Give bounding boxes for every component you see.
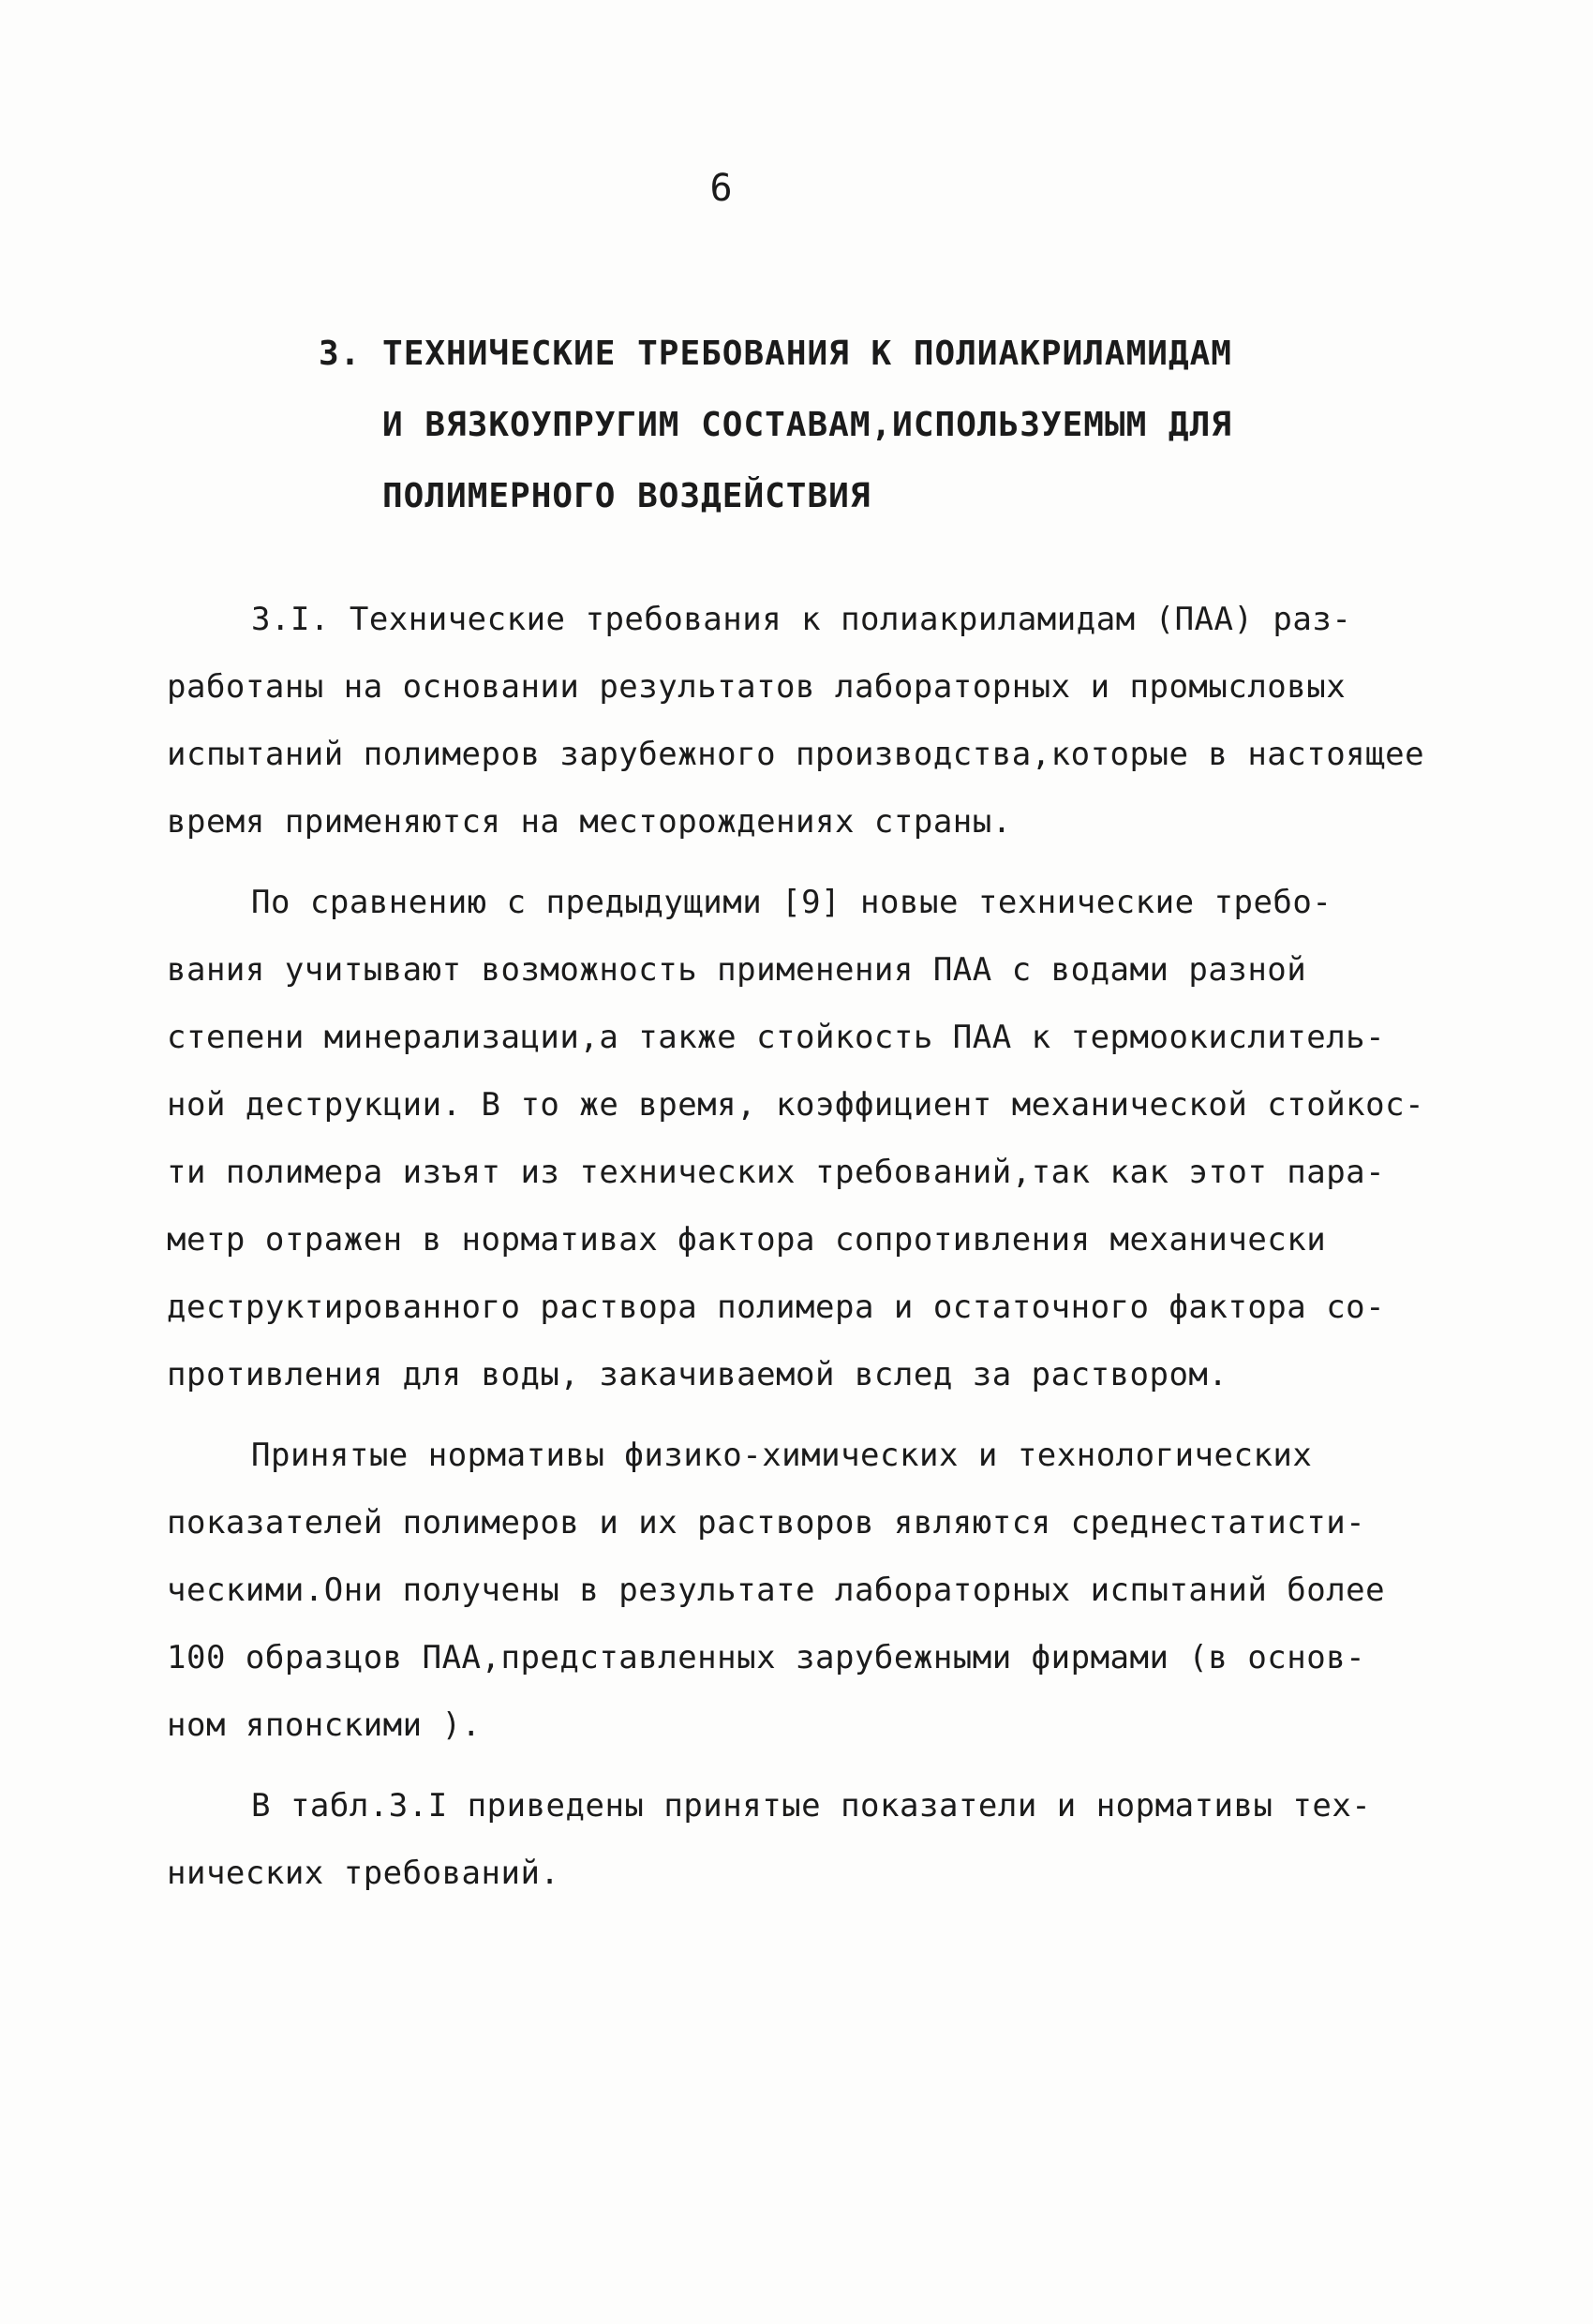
heading-line: И ВЯЗКОУПРУГИМ СОСТАВАМ,ИСПОЛЬЗУЕМЫМ ДЛЯ (382, 406, 1232, 444)
text-line: 100 образцов ПАА,представленных зарубежными фирмами (в основ- (167, 1639, 1366, 1676)
text-line: нических требований. (167, 1855, 560, 1892)
text-line: По сравнению с предыдущими [9] новые технические требо- (251, 884, 1332, 921)
text-line: противления для воды, закачиваемой вслед за раствором. (167, 1356, 1228, 1393)
paragraph-table-reference (167, 1772, 1479, 1907)
text-line: ном японскими ). (167, 1706, 482, 1744)
text-line: деструктированного раствора полимера и остаточного фактора со- (167, 1289, 1386, 1326)
text-line: вания учитывают возможность применения ПАА с водами разной (167, 951, 1307, 989)
text-line: 3.I. Технические требования к полиакриламидам (ПАА) раз- (251, 601, 1352, 638)
text-line: ти полимера изъят из технических требований,так как этот пара- (167, 1154, 1386, 1191)
paragraph-norms (167, 1422, 1479, 1759)
body-text (167, 586, 1479, 1907)
text-line: В табл.3.I приведены принятые показатели и нормативы тех- (251, 1787, 1372, 1825)
text-line: Принятые нормативы физико-химических и технологических (251, 1437, 1313, 1474)
page-number: 6 (709, 167, 734, 210)
text-line: метр отражен в нормативах фактора сопротивления механически (167, 1221, 1327, 1259)
text-line: время применяются на месторождениях страны. (167, 803, 1012, 841)
text-line: ческими.Они получены в результате лабораторных испытаний более (167, 1572, 1386, 1609)
paragraph-comparison (167, 869, 1479, 1408)
text-line: испытаний полимеров зарубежного производства,которые в настоящее (167, 736, 1425, 773)
paragraph-3-1 (167, 586, 1479, 856)
heading-line: ПОЛИМЕРНОГО ВОЗДЕЙСТВИЯ (382, 477, 871, 515)
text-line: степени минерализации,а также стойкость ПАА к термоокислитель- (167, 1019, 1386, 1056)
text-line: показателей полимеров и их растворов являются среднестатисти- (167, 1504, 1366, 1542)
section-heading (319, 319, 1256, 532)
text-line: ной деструкции. В то же время, коэффициент механической стойкос- (167, 1086, 1425, 1124)
heading-line: 3. ТЕХНИЧЕСКИЕ ТРЕБОВАНИЯ К ПОЛИАКРИЛАМИДАМ (319, 335, 1232, 373)
text-line: работаны на основании результатов лабораторных и промысловых (167, 668, 1347, 706)
